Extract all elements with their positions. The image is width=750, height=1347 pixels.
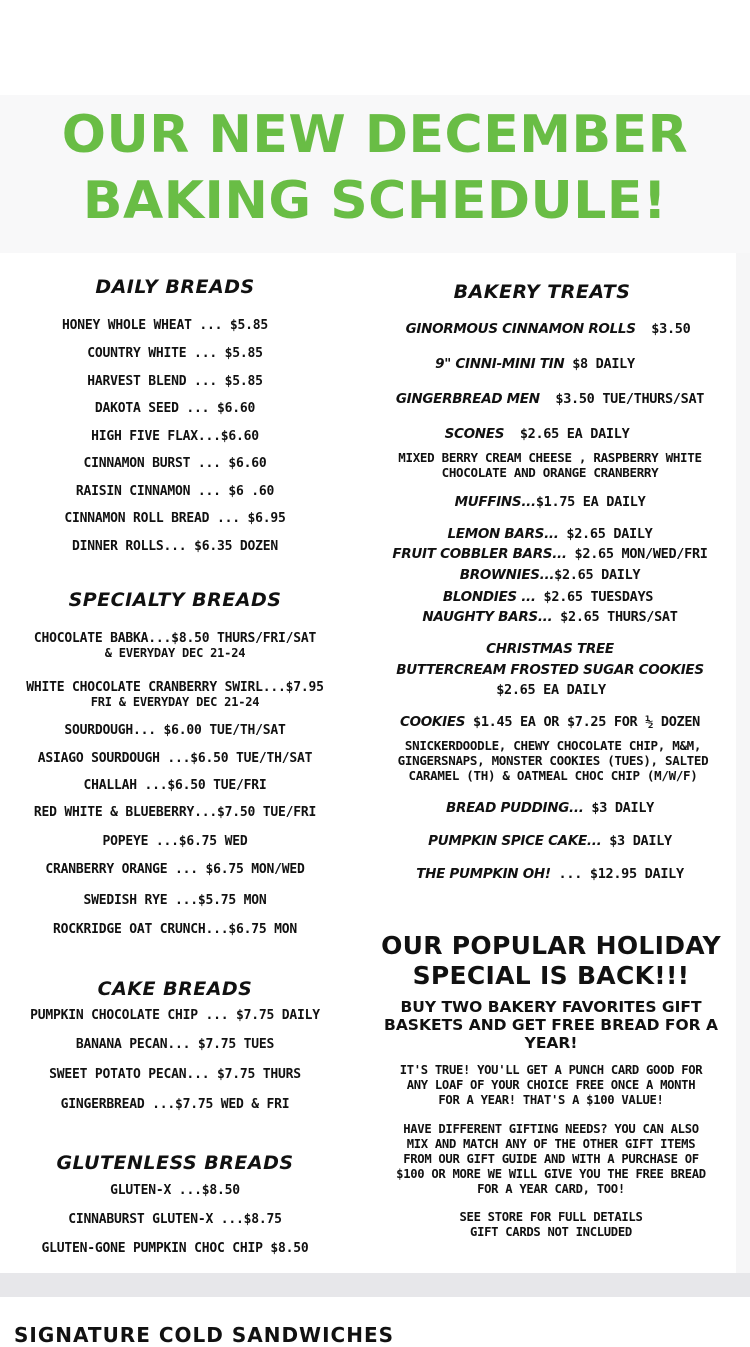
top-blank-area [0, 0, 750, 95]
section-divider [0, 1273, 750, 1297]
cake-item: PUMPKIN CHOCOLATE CHIP ... $7.75 DAILY [30, 1008, 320, 1023]
treat-bread-pudding [446, 801, 654, 816]
holiday-offer-line: YEAR! [524, 1034, 578, 1052]
treat-price: $3 DAILY [609, 833, 672, 849]
daily-item: COUNTRY WHITE ... $5.85 [87, 346, 263, 361]
holiday-offer-line: BUY TWO BAKERY FAVORITES GIFT [400, 998, 702, 1016]
bakery-treats-heading: BAKERY TREATS [453, 281, 631, 303]
treat-name: LEMON BARS... [447, 526, 559, 542]
scones-flavors [398, 450, 701, 480]
treat-cinni-mini-tin [435, 357, 635, 372]
treat-price: $2.65 MON/WED/FRI [574, 546, 708, 562]
details-line: HAVE DIFFERENT GIFTING NEEDS? YOU CAN ALSO [403, 1122, 699, 1136]
page-edge-strip [736, 253, 750, 1273]
glutenless-item: CINNABURST GLUTEN-X ...$8.75 [68, 1212, 282, 1227]
specialty-item: WHITE CHOCOLATE CRANBERRY SWIRL...$7.95 [26, 680, 324, 695]
specialty-item: CRANBERRY ORANGE ... $6.75 MON/WED [45, 862, 305, 877]
treat-price: $1.75 EA DAILY [535, 494, 646, 510]
cookies-flavors-line: GINGERSNAPS, MONSTER COOKIES (TUES), SALTED [397, 753, 709, 768]
treat-name: COOKIES [399, 714, 466, 730]
treat-naughty-bars [422, 610, 677, 625]
specialty-item: CHALLAH ...$6.50 TUE/FRI [83, 778, 267, 793]
treat-name: GINORMOUS CINNAMON ROLLS [405, 321, 636, 337]
treat-muffins [455, 495, 646, 510]
menu-card [0, 253, 736, 1273]
treat-blondies [443, 590, 653, 605]
scones-flavors-line: MIXED BERRY CREAM CHEESE , RASPBERRY WHITE [398, 450, 702, 465]
treat-price: $2.65 DAILY [554, 567, 641, 583]
treat-price: $3.50 TUE/THURS/SAT [555, 391, 705, 407]
daily-item: CINNAMON ROLL BREAD ... $6.95 [64, 511, 286, 526]
treat-name: THE PUMPKIN OH! [416, 866, 551, 882]
treat-name: 9" CINNI-MINI TIN [435, 356, 565, 372]
treat-price: $3 DAILY [591, 800, 654, 816]
treat-name: GINGERBREAD MEN [395, 391, 540, 407]
specialty-item: SOURDOUGH... $6.00 TUE/TH/SAT [64, 723, 286, 738]
details-line: FROM OUR GIFT GUIDE AND WITH A PURCHASE OF [403, 1152, 699, 1166]
treat-price: $2.65 THURS/SAT [560, 609, 678, 625]
treat-price: $2.65 EA DAILY [519, 426, 630, 442]
glutenless-breads-heading: GLUTENLESS BREADS [56, 1152, 294, 1174]
specialty-item-note: & EVERYDAY DEC 21-24 [104, 646, 246, 660]
fine-print-line: SEE STORE FOR FULL DETAILS [459, 1210, 643, 1224]
treat-cinnamon-rolls [406, 322, 691, 337]
treat-tree-price: $2.65 EA DAILY [496, 682, 606, 698]
holiday-offer-line: BASKETS AND GET FREE BREAD FOR A [384, 1016, 718, 1034]
daily-item: HONEY WHOLE WHEAT ... $5.85 [62, 318, 268, 333]
treat-scones [445, 427, 630, 442]
cake-item: BANANA PECAN... $7.75 TUES [75, 1037, 275, 1052]
cake-breads-heading: CAKE BREADS [97, 978, 253, 1000]
specialty-breads-heading: SPECIALTY BREADS [68, 589, 282, 611]
holiday-special-heading-line: SPECIAL IS BACK!!! [412, 961, 690, 990]
fine-print-line: GIFT CARDS NOT INCLUDED [470, 1225, 632, 1239]
cookies-flavors-line: CARAMEL (TH) & OATMEAL CHOC CHIP (M/W/F) [408, 768, 698, 783]
next-section-heading: SIGNATURE COLD SANDWICHES [14, 1323, 395, 1347]
treat-price: $1.45 EA OR $7.25 FOR ½ DOZEN [473, 714, 701, 730]
details-line: IT'S TRUE! YOU'LL GET A PUNCH CARD GOOD FOR [399, 1063, 703, 1077]
treat-name: FRUIT COBBLER BARS... [392, 546, 567, 562]
daily-item: DINNER ROLLS... $6.35 DOZEN [72, 539, 278, 554]
holiday-special-heading [381, 931, 721, 991]
details-line: $100 OR MORE WE WILL GIVE YOU THE FREE BREAD [396, 1167, 706, 1181]
details-line: FOR A YEAR CARD, TOO! [477, 1182, 625, 1196]
specialty-item: ROCKRIDGE OAT CRUNCH...$6.75 MON [52, 922, 298, 937]
treat-cookies [400, 715, 700, 730]
title-line-2: BAKING SCHEDULE! [82, 171, 668, 231]
scones-flavors-line: CHOCOLATE AND ORANGE CRANBERRY [441, 465, 659, 480]
specialty-item: POPEYE ...$6.75 WED [102, 834, 248, 849]
treat-name: PUMPKIN SPICE CAKE... [428, 833, 602, 849]
treat-name: NAUGHTY BARS... [422, 609, 553, 625]
specialty-item: RED WHITE & BLUEBERRY...$7.50 TUE/FRI [33, 805, 317, 820]
cookies-flavors [398, 738, 709, 783]
specialty-item: SWEDISH RYE ...$5.75 MON [83, 893, 267, 908]
specialty-item-note: FRI & EVERYDAY DEC 21-24 [90, 695, 260, 709]
treat-price: $8 DAILY [572, 356, 635, 372]
treat-price: $2.65 TUESDAYS [543, 589, 654, 605]
treat-name: MUFFINS... [454, 494, 536, 510]
treat-tree-line: CHRISTMAS TREE [486, 641, 614, 657]
cake-item: GINGERBREAD ...$7.75 WED & FRI [60, 1097, 290, 1112]
treat-price: ... $12.95 DAILY [558, 866, 684, 882]
daily-item: HIGH FIVE FLAX...$6.60 [91, 429, 259, 444]
glutenless-item: GLUTEN-X ...$8.50 [110, 1183, 240, 1198]
details-line: MIX AND MATCH ANY OF THE OTHER GIFT ITEMS [406, 1137, 696, 1151]
glutenless-item: GLUTEN-GONE PUMPKIN CHOC CHIP $8.50 [41, 1241, 309, 1256]
treat-name: BROWNIES... [459, 567, 555, 583]
holiday-special-fine-print [460, 1210, 643, 1240]
specialty-item: CHOCOLATE BABKA...$8.50 THURS/FRI/SAT [33, 631, 317, 646]
treat-price: $3.50 [651, 321, 691, 337]
cake-item: SWEET POTATO PECAN... $7.75 THURS [49, 1067, 301, 1082]
treat-pumpkin-oh [416, 867, 684, 882]
page-title [0, 102, 750, 234]
details-line: ANY LOAF OF YOUR CHOICE FREE ONCE A MONTH [406, 1078, 696, 1092]
daily-item: DAKOTA SEED ... $6.60 [94, 401, 256, 416]
holiday-special-heading-line: OUR POPULAR HOLIDAY [381, 931, 721, 960]
title-line-1: OUR NEW DECEMBER [61, 105, 689, 165]
daily-item: CINNAMON BURST ... $6.60 [83, 456, 267, 471]
treat-tree-line: BUTTERCREAM FROSTED SUGAR COOKIES [396, 662, 704, 678]
treat-name: BLONDIES ... [442, 589, 536, 605]
treat-cobbler-bars [392, 547, 707, 562]
daily-item: RAISIN CINNAMON ... $6 .60 [75, 484, 275, 499]
cookies-flavors-line: SNICKERDOODLE, CHEWY CHOCOLATE CHIP, M&M, [404, 738, 702, 753]
header-banner [0, 95, 750, 253]
daily-breads-heading: DAILY BREADS [95, 276, 255, 298]
holiday-special-offer [384, 998, 718, 1052]
treat-name: SCONES [444, 426, 505, 442]
treat-lemon-bars [447, 527, 652, 542]
specialty-item: ASIAGO SOURDOUGH ...$6.50 TUE/TH/SAT [37, 751, 313, 766]
next-menu-card [0, 1297, 750, 1347]
holiday-special-mix-match [396, 1122, 706, 1197]
details-line: FOR A YEAR! THAT'S A $100 VALUE! [438, 1093, 664, 1107]
holiday-special-details [400, 1063, 703, 1108]
treat-price: $2.65 DAILY [566, 526, 653, 542]
treat-pumpkin-spice-cake [428, 834, 672, 849]
daily-item: HARVEST BLEND ... $5.85 [87, 374, 263, 389]
treat-gingerbread-men [396, 392, 704, 407]
treat-brownies [460, 568, 641, 583]
treat-name: BREAD PUDDING... [446, 800, 584, 816]
